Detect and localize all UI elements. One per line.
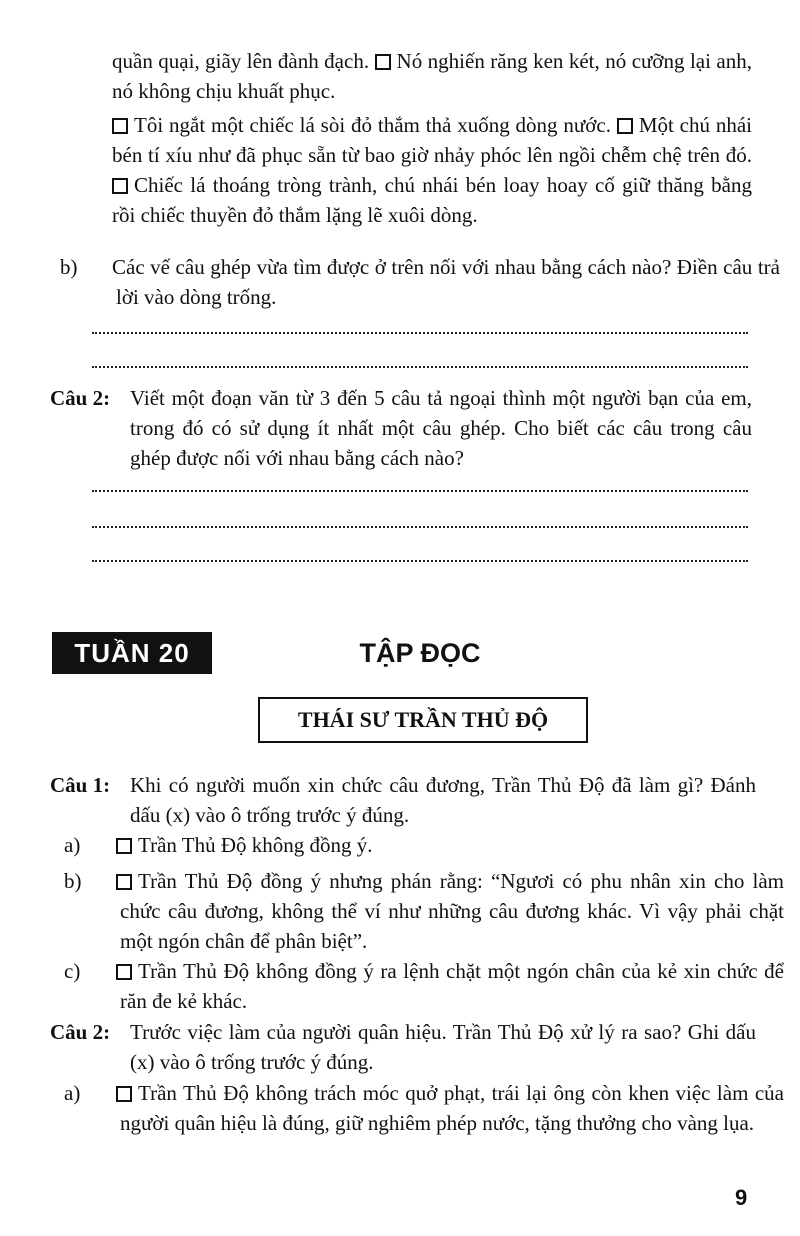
question-1-option-c — [64, 956, 784, 1016]
page-number: 9 — [735, 1185, 748, 1210]
part-b-question — [60, 252, 780, 312]
question-1 — [50, 770, 756, 830]
question-1-label: Câu 1: — [50, 773, 111, 797]
option-label: b) — [64, 869, 82, 893]
answer-checkbox[interactable] — [375, 54, 391, 70]
part-b-label: b) — [60, 255, 78, 279]
lesson-title: THÁI SƯ TRẦN THỦ ĐỘ — [258, 697, 588, 743]
option-label: c) — [64, 959, 81, 983]
section-title: TẬP ĐỌC — [359, 638, 481, 668]
intro-paragraph-1 — [112, 46, 752, 106]
option-text: Trần Thủ Độ đồng ý nhưng phán rằng: “Ngươi có phu nhân xin cho làm chức câu đương, không thể ví như những câu đương khác. Vì vậy phải chặt một ngón chân để phân biệt”. — [120, 869, 784, 953]
week-badge: TUẦN 20 — [52, 632, 212, 674]
answer-checkbox[interactable] — [617, 118, 633, 134]
option-text: Trần Thủ Độ không trách móc quở phạt, trái lại ông còn khen việc làm của người quân hiệu là đúng, giữ nghiêm phép nước, tặng thưởng cho vàng lụa. — [120, 1081, 784, 1135]
answer-checkbox[interactable] — [116, 964, 132, 980]
question-1-text: Khi có người muốn xin chức câu đương, Trần Thủ Độ đã làm gì? Đánh dấu (x) vào ô trống trước ý đúng. — [130, 773, 756, 827]
answer-checkbox[interactable] — [112, 178, 128, 194]
question-2b-text: Trước việc làm của người quân hiệu. Trần Thủ Độ xử lý ra sao? Ghi dấu (x) vào ô trống trước ý đúng. — [130, 1020, 756, 1074]
intro-text-1a: quần quại, giãy lên đành đạch. — [112, 49, 370, 73]
answer-checkbox[interactable] — [112, 118, 128, 134]
intro-text-1c: cưỡng lại anh, nó không chịu khuất phục. — [112, 49, 752, 103]
question-2 — [50, 1017, 756, 1077]
option-text: Trần Thủ Độ không đồng ý ra lệnh chặt một ngón chân của kẻ xin chức để răn đe kẻ khác. — [120, 959, 784, 1013]
answer-line[interactable] — [92, 558, 748, 562]
option-label: a) — [64, 1081, 81, 1105]
intro-text-2a: Tôi ngắt một chiếc lá sòi đỏ thắm thả xuống dòng nước. — [134, 113, 611, 137]
question-2-writing — [50, 383, 752, 473]
question-2-text: Viết một đoạn văn từ 3 đến 5 câu tả ngoại thình một người bạn của em, trong đó có sử dụng ít nhất một câu ghép. Cho biết các câu trong câu ghép được nối với nhau bằng cách nào? — [130, 386, 752, 470]
answer-checkbox[interactable] — [116, 874, 132, 890]
intro-text-2c: Chiếc lá thoáng tròng trành, chú nhái bén loay hoay cố giữ thăng bằng rồi chiếc thuyền đỏ thắm lặng lẽ xuôi dòng. — [112, 173, 752, 227]
answer-line[interactable] — [92, 364, 748, 368]
intro-text-2b: Một chú nhái bén tí xíu như đã phục sẵn từ bao giờ nhảy phóc lên ngồi chễm chệ trên đó. — [112, 113, 753, 167]
question-2-label: Câu 2: — [50, 386, 111, 410]
question-1-option-a — [64, 830, 784, 860]
answer-line[interactable] — [92, 330, 748, 334]
option-text: Trần Thủ Độ không đồng ý. — [138, 833, 373, 857]
question-1-option-b — [64, 866, 784, 956]
answer-checkbox[interactable] — [116, 1086, 132, 1102]
intro-text-1b: Nó nghiến răng ken két, nó — [396, 49, 627, 73]
question-2b-label: Câu 2: — [50, 1020, 111, 1044]
part-b-text: Các vế câu ghép vừa tìm được ở trên nối với nhau bằng cách nào? Điền câu trả lời vào dòng trống. — [112, 255, 780, 309]
intro-paragraph-2 — [112, 110, 752, 230]
question-2-option-a — [64, 1078, 784, 1138]
option-label: a) — [64, 833, 81, 857]
answer-checkbox[interactable] — [116, 838, 132, 854]
answer-line[interactable] — [92, 488, 748, 492]
answer-line[interactable] — [92, 524, 748, 528]
